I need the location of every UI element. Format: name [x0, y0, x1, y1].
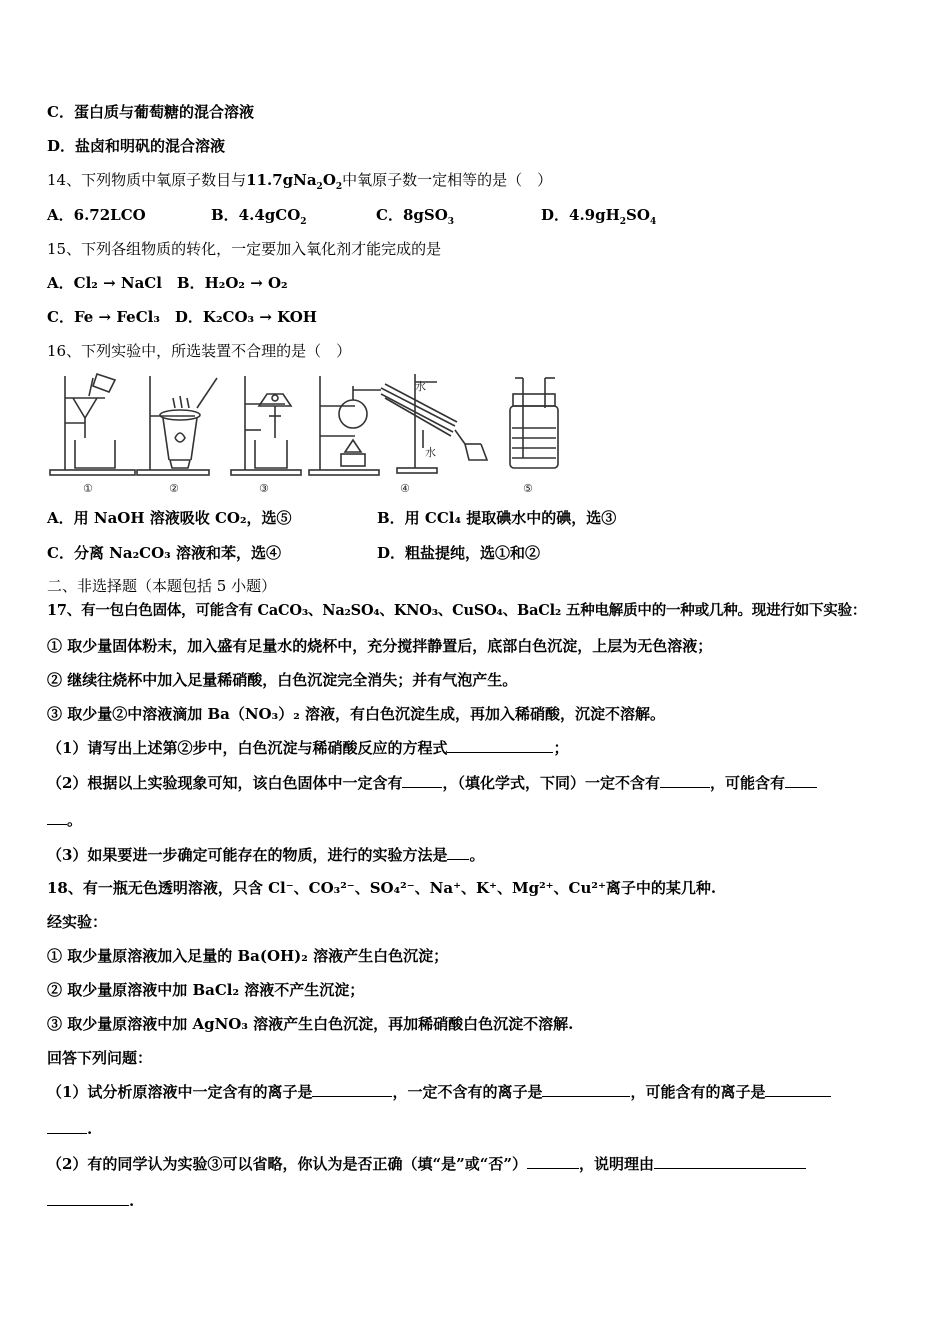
- q14-sub: 2: [316, 182, 323, 192]
- q17-part-2-cont: [47, 810, 82, 830]
- answer-blank[interactable]: [527, 1154, 579, 1169]
- q17-p2-text2: ，（填化学式，下同）一定不含有: [442, 774, 660, 792]
- q14-sub: 2: [335, 182, 343, 192]
- answer-blank[interactable]: [447, 738, 553, 753]
- q14-c-sub: 3: [447, 217, 455, 227]
- answer-blank[interactable]: [47, 1119, 87, 1134]
- q17-step-1: ① 取少量固体粉末，加入盛有足量水的烧杯中，充分搅拌静置后，底部白色沉淀，上层为无色溶液；: [47, 637, 713, 655]
- apparatus-filtration: [50, 374, 135, 475]
- q17-stem: 17、有一包白色固体，可能含有 CaCO₃、Na₂SO₄、KNO₃、CuSO₄、BaCl₂ 五种电解质中的一种或几种。现进行如下实验：: [47, 602, 867, 619]
- q13-option-c: C．蛋白质与葡萄糖的混合溶液: [47, 103, 254, 121]
- q18-experiment-label: 经实验：: [47, 913, 108, 931]
- q17-p3-end: 。: [469, 846, 485, 864]
- q18-p2-end: .: [129, 1192, 135, 1210]
- fig-label-3: ③: [259, 482, 269, 495]
- fig-label-5: ⑤: [523, 482, 533, 495]
- apparatus-distillation: [309, 374, 487, 475]
- q17-p1-end: ；: [553, 739, 569, 757]
- water-label-top: 水: [415, 380, 426, 393]
- answer-blank[interactable]: [654, 1154, 806, 1169]
- answer-blank[interactable]: [447, 845, 469, 860]
- apparatus-separatory-funnel: [231, 376, 301, 475]
- apparatus-gas-washing-bottle: [510, 378, 558, 468]
- q18-p2-text2: ，说明理由: [578, 1155, 654, 1173]
- answer-blank[interactable]: [660, 773, 710, 788]
- q17-p3-text: （3）如果要进一步确定可能存在的物质，进行的实验方法是: [47, 846, 448, 864]
- q14-d-sub: 2: [619, 217, 627, 227]
- answer-blank[interactable]: [47, 810, 67, 825]
- q14-option-c: [376, 205, 454, 225]
- q14-formula: 11.7gNa: [246, 171, 317, 189]
- apparatus-evaporation: [137, 376, 217, 475]
- q14-stem-text: 14、下列物质中氧原子数目与: [47, 171, 247, 189]
- q18-part-2: [47, 1154, 806, 1174]
- fig-label-2: ②: [169, 482, 179, 495]
- q17-step-3: ③ 取少量②中溶液滴加 Ba（NO₃）₂ 溶液，有白色沉淀生成，再加入稀硝酸，沉淀不溶解。: [47, 705, 665, 723]
- q14-option-d: [541, 205, 656, 225]
- q14-stem: [47, 170, 552, 190]
- q16-option-b: B．用 CCl₄ 提取碘水中的碘，选③: [377, 509, 617, 527]
- q17-p2-text3: ，可能含有: [709, 774, 785, 792]
- section-heading: 二、非选择题（本题包括 5 小题）: [47, 577, 277, 595]
- q18-part-1: [47, 1082, 831, 1102]
- q17-part-1: [47, 738, 568, 758]
- fig-label-4: ④: [400, 482, 410, 495]
- q18-p1-text2: ，一定不含有的离子是: [392, 1083, 543, 1101]
- q17-part-2: [47, 773, 817, 793]
- answer-blank[interactable]: [765, 1082, 831, 1097]
- q18-step-1: ① 取少量原溶液加入足量的 Ba(OH)₂ 溶液产生白色沉淀；: [47, 947, 449, 965]
- q18-p2-text: （2）有的同学认为实验③可以省略，你认为是否正确（填“是”或“否”）: [47, 1155, 527, 1173]
- q18-part-2-cont: [47, 1191, 134, 1211]
- q17-part-3: [47, 845, 484, 865]
- q18-stem: 18、有一瓶无色透明溶液，只含 Cl⁻、CO₃²⁻、SO₄²⁻、Na⁺、K⁺、Mg²⁺、Cu²⁺离子中的某几种.: [47, 879, 717, 897]
- q17-p2-end: 。: [67, 811, 83, 829]
- q17-p2-text: （2）根据以上实验现象可知，该白色固体中一定含有: [47, 774, 403, 792]
- q16-option-a: A．用 NaOH 溶液吸收 CO₂，选⑤: [47, 509, 292, 527]
- q18-step-2: ② 取少量原溶液中加 BaCl₂ 溶液不产生沉淀；: [47, 981, 365, 999]
- q14-b-sub: 2: [300, 217, 307, 227]
- answer-blank[interactable]: [785, 773, 817, 788]
- q14-option-a: A．6.72LCO: [47, 206, 146, 224]
- q16-option-c: C．分离 Na₂CO₃ 溶液和苯，选④: [47, 544, 281, 562]
- q15-options-cd: C．Fe → FeCl₃ D．K₂CO₃ → KOH: [47, 308, 317, 326]
- answer-blank[interactable]: [402, 773, 442, 788]
- water-label-bottom: 水: [425, 446, 436, 459]
- q18-p1-text3: ，可能含有的离子是: [630, 1083, 766, 1101]
- answer-blank[interactable]: [542, 1082, 630, 1097]
- q18-step-3: ③ 取少量原溶液中加 AgNO₃ 溶液产生白色沉淀，再加稀硝酸白色沉淀不溶解.: [47, 1015, 574, 1033]
- q16-stem: 16、下列实验中，所选装置不合理的是（ ）: [47, 342, 352, 360]
- answer-blank[interactable]: [312, 1082, 392, 1097]
- q15-options-ab: A．Cl₂ → NaCl B．H₂O₂ → O₂: [47, 274, 288, 292]
- q14-stem-end: 中氧原子数一定相等的是（ ）: [342, 171, 553, 189]
- q14-option-b: [211, 205, 307, 225]
- q17-step-2: ② 继续往烧杯中加入足量稀硝酸，白色沉淀完全消失；并有气泡产生。: [47, 671, 518, 689]
- q16-option-d: D．粗盐提纯，选①和②: [377, 544, 541, 562]
- fig-label-1: ①: [83, 482, 93, 495]
- q18-p1-end: .: [87, 1120, 93, 1138]
- q14-d-text2: SO: [626, 206, 650, 224]
- q18-answer-label: 回答下列问题：: [47, 1049, 153, 1067]
- q14-b-text: B．4.4gCO: [211, 206, 301, 224]
- q14-d-text: D．4.9gH: [541, 206, 620, 224]
- q18-part-1-cont: [47, 1119, 92, 1139]
- q17-p1-text: （1）请写出上述第②步中，白色沉淀与稀硝酸反应的方程式: [47, 739, 448, 757]
- q14-formula-o: O: [322, 171, 336, 189]
- q18-p1-text: （1）试分析原溶液中一定含有的离子是: [47, 1083, 313, 1101]
- apparatus-figure: [45, 368, 565, 500]
- q14-d-sub2: 4: [649, 217, 657, 227]
- q15-stem: 15、下列各组物质的转化，一定要加入氧化剂才能完成的是: [47, 240, 442, 258]
- answer-blank[interactable]: [47, 1191, 129, 1206]
- q13-option-d: D．盐卤和明矾的混合溶液: [47, 137, 226, 155]
- q14-c-text: C．8gSO: [376, 206, 448, 224]
